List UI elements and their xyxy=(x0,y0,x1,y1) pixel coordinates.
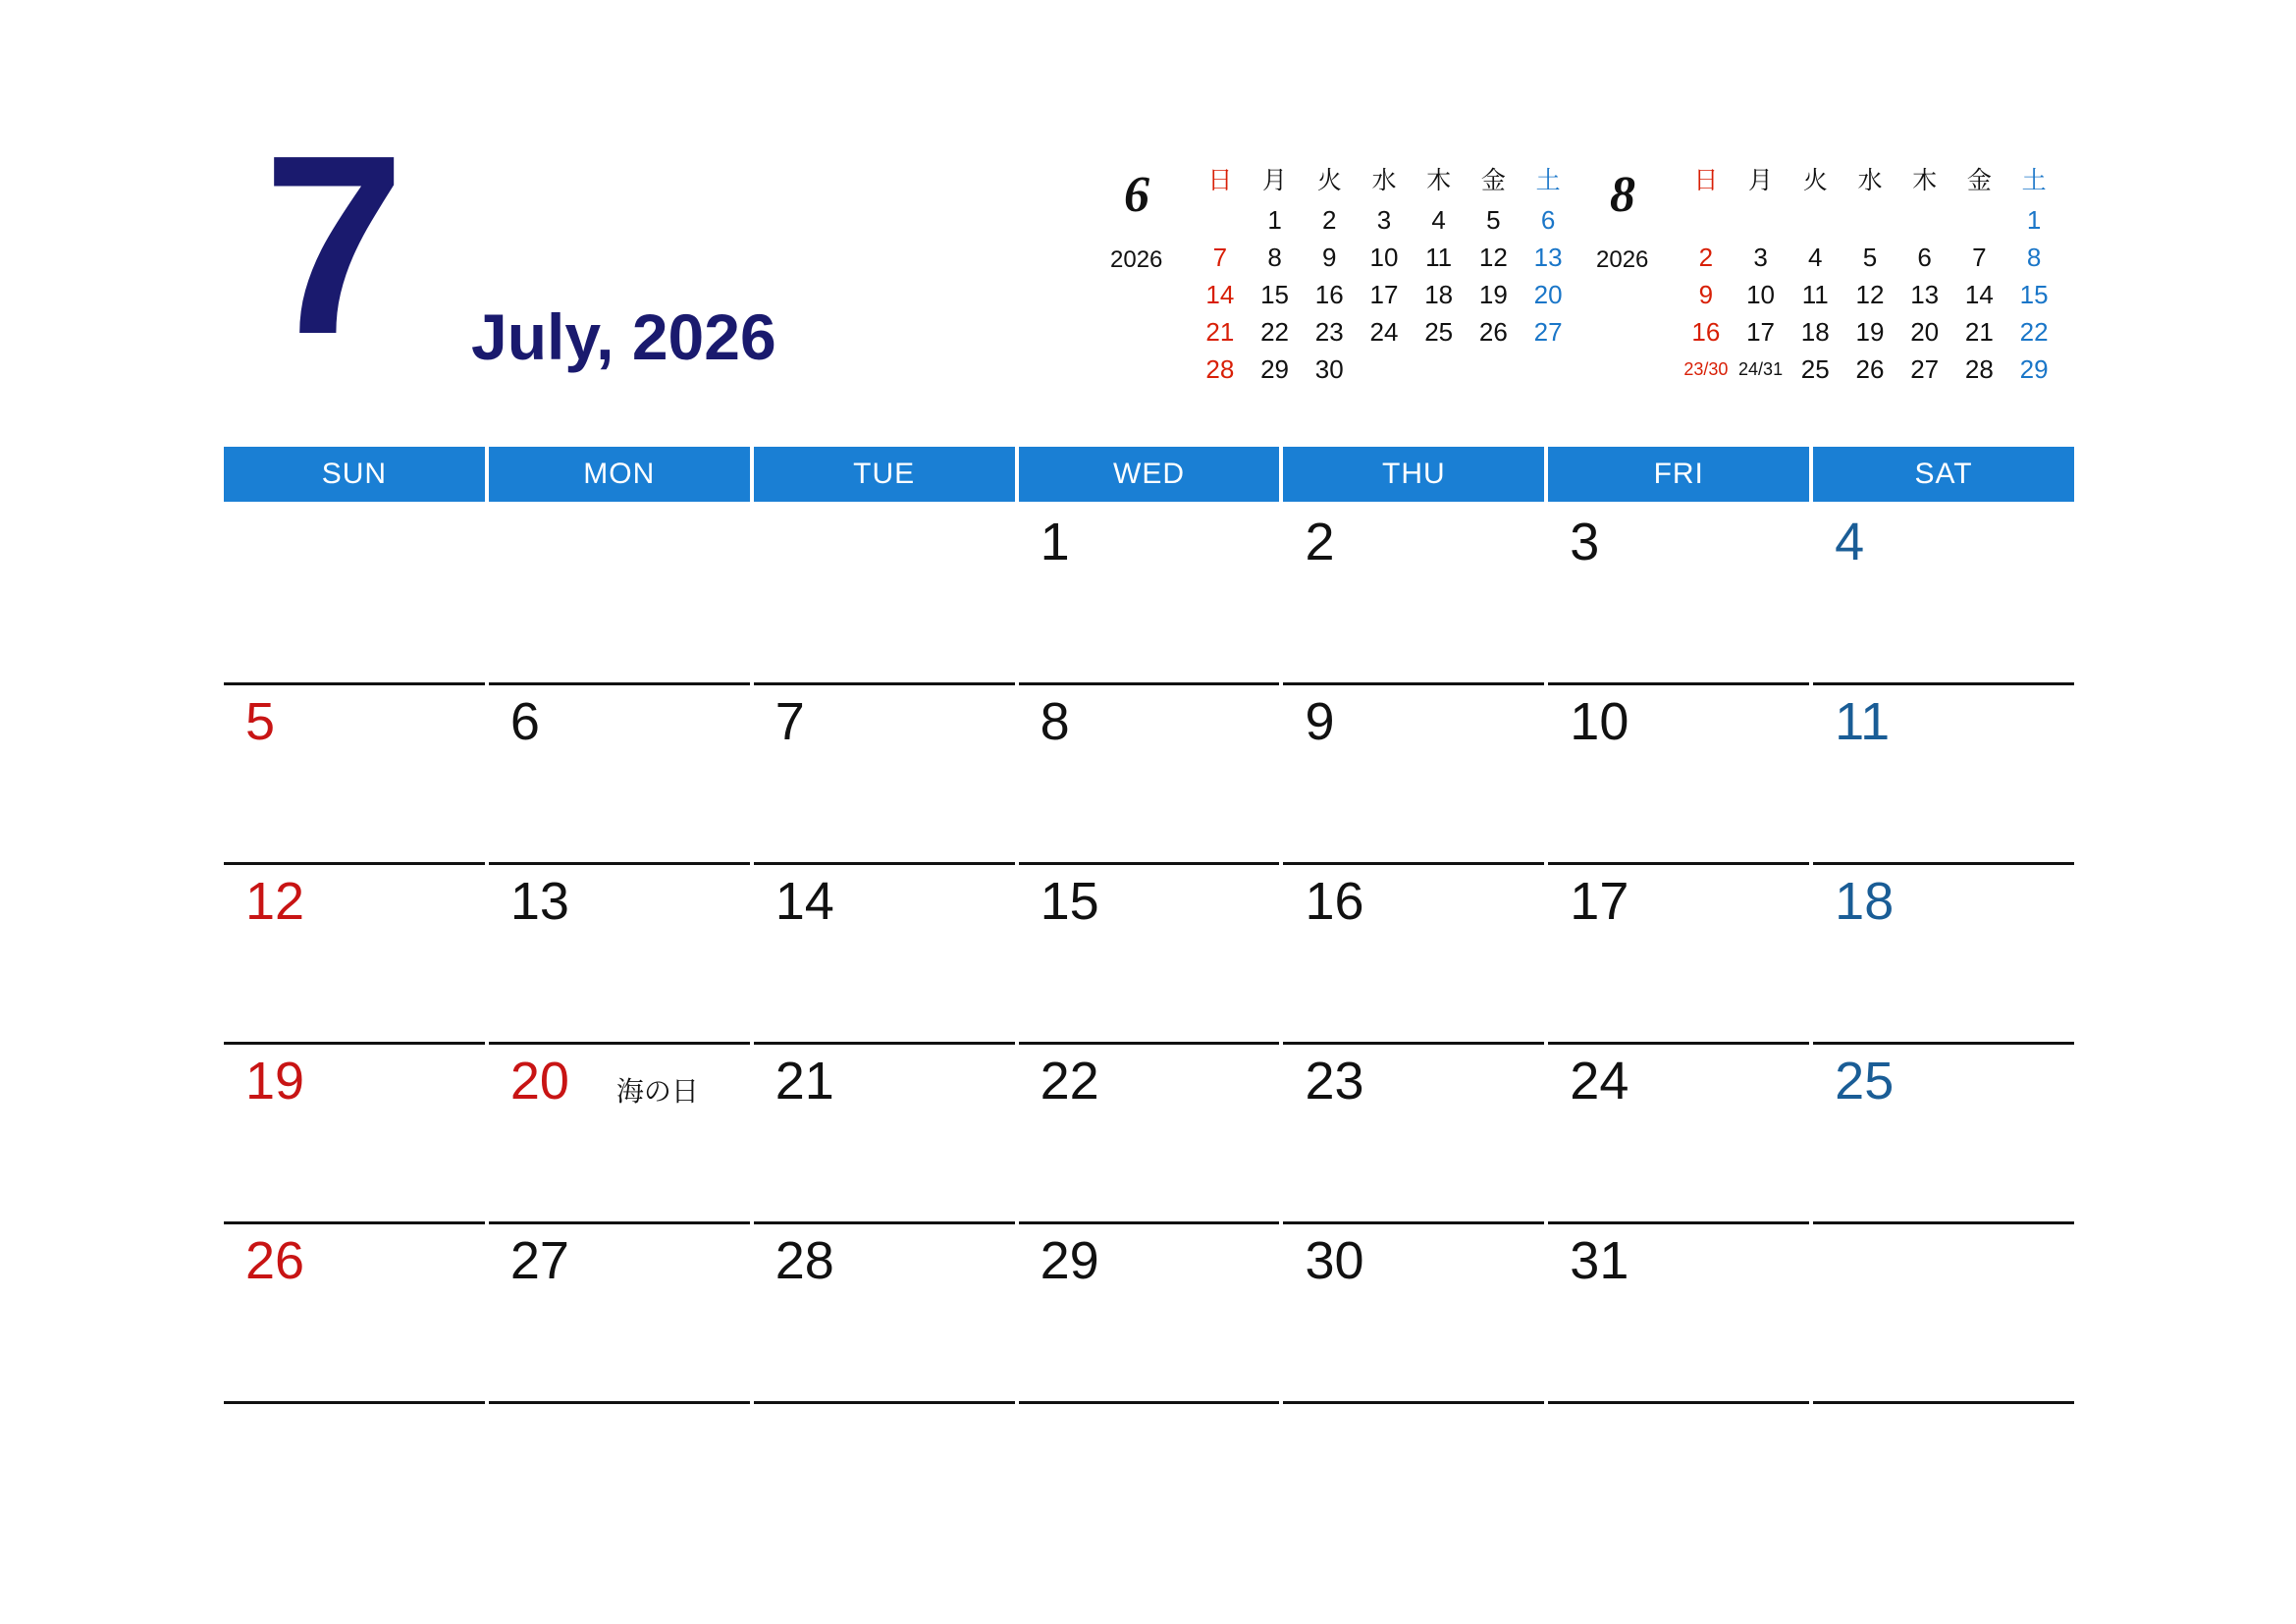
mini-weekday-header: 金 xyxy=(1480,167,1506,194)
mini-day-cell: 18 xyxy=(1424,280,1454,309)
mini-day-cell: 14 xyxy=(1205,280,1235,309)
mini-day-cell: 28 xyxy=(1205,354,1235,384)
mini-day-cell xyxy=(1521,352,1575,389)
weekday-header-sun: SUN xyxy=(224,447,485,502)
day-number: 24 xyxy=(1570,1052,1629,1110)
mini-day-cell: 26 xyxy=(1478,317,1508,347)
mini-weekday-header: 木 xyxy=(1912,167,1938,194)
mini-calendar-previous-month xyxy=(1104,152,1575,407)
mini-day-cell: 25 xyxy=(1424,317,1454,347)
calendar-week-row xyxy=(224,1224,2074,1404)
mini-day-cell: 16 xyxy=(1691,317,1721,347)
mini-day-cell: 10 xyxy=(1746,280,1776,309)
calendar-day-cell[interactable] xyxy=(1283,1045,1544,1224)
day-number: 16 xyxy=(1305,872,1364,931)
day-number: 4 xyxy=(1835,513,1865,571)
calendar-week-row xyxy=(224,865,2074,1045)
mini-week-row xyxy=(1193,314,1575,352)
mini-grid-next xyxy=(1679,158,2061,389)
mini-day-cell xyxy=(1897,202,1952,240)
mini-weekday-header: 月 xyxy=(1748,167,1774,194)
calendar-grid xyxy=(224,506,2074,1404)
day-number: 31 xyxy=(1570,1231,1629,1290)
mini-week-row xyxy=(1193,202,1575,240)
mini-day-cell xyxy=(1952,202,2007,240)
mini-week-row xyxy=(1193,352,1575,389)
mini-day-cell xyxy=(1193,202,1248,240)
calendar-day-cell[interactable] xyxy=(754,865,1015,1045)
calendar-day-cell[interactable] xyxy=(754,1045,1015,1224)
mini-weekday-header: 水 xyxy=(1371,167,1397,194)
mini-day-cell: 22 xyxy=(1260,317,1290,347)
mini-day-cell: 18 xyxy=(1800,317,1830,347)
calendar-day-cell[interactable] xyxy=(1019,506,1280,685)
mini-day-cell: 2 xyxy=(1698,243,1714,272)
calendar-header xyxy=(0,0,2296,412)
weekday-header-row xyxy=(224,447,2074,502)
day-number: 18 xyxy=(1835,872,1895,931)
weekday-header-wed: WED xyxy=(1019,447,1280,502)
mini-weekday-header: 金 xyxy=(1966,167,1992,194)
mini-day-cell: 25 xyxy=(1800,354,1830,384)
mini-weekday-header: 水 xyxy=(1857,167,1883,194)
day-number: 17 xyxy=(1570,872,1629,931)
calendar-day-cell[interactable] xyxy=(224,685,485,865)
big-month-number: 7 xyxy=(263,103,400,388)
mini-day-cell: 22 xyxy=(2019,317,2049,347)
mini-day-cell xyxy=(1357,352,1412,389)
calendar-day-cell[interactable] xyxy=(1813,506,2074,685)
calendar-day-cell[interactable] xyxy=(224,506,485,685)
day-number: 2 xyxy=(1305,513,1335,571)
calendar-day-cell[interactable] xyxy=(1548,506,1809,685)
calendar-day-cell[interactable] xyxy=(1283,506,1544,685)
calendar-day-cell[interactable] xyxy=(754,506,1015,685)
calendar-day-cell[interactable] xyxy=(1813,685,2074,865)
calendar-week-row xyxy=(224,685,2074,865)
day-number: 7 xyxy=(774,692,805,751)
mini-month-number: 6 xyxy=(1124,167,1149,223)
calendar-day-cell[interactable] xyxy=(224,865,485,1045)
calendar-day-cell[interactable] xyxy=(1548,1045,1809,1224)
day-number: 12 xyxy=(245,872,305,931)
day-number: 26 xyxy=(245,1231,305,1290)
mini-day-cell: 16 xyxy=(1314,280,1344,309)
mini-month-number: 8 xyxy=(1610,167,1635,223)
weekday-header-fri: FRI xyxy=(1548,447,1809,502)
mini-day-cell: 8 xyxy=(1267,243,1282,272)
calendar-day-cell[interactable] xyxy=(1019,1045,1280,1224)
calendar-day-cell[interactable] xyxy=(1813,1045,2074,1224)
mini-day-cell: 27 xyxy=(1533,317,1563,347)
mini-day-cell: 12 xyxy=(1478,243,1508,272)
mini-weekday-header: 日 xyxy=(1207,167,1233,194)
mini-day-cell: 17 xyxy=(1369,280,1399,309)
calendar-day-cell[interactable] xyxy=(1548,865,1809,1045)
mini-day-cell xyxy=(1734,202,1789,240)
mini-day-cell: 7 xyxy=(1212,243,1228,272)
calendar-day-cell[interactable] xyxy=(1019,865,1280,1045)
day-number: 20 xyxy=(509,1052,569,1110)
mini-day-cell: 29 xyxy=(2019,354,2049,384)
day-number: 9 xyxy=(1305,692,1335,751)
mini-week-row xyxy=(1193,240,1575,277)
day-number: 14 xyxy=(774,872,834,931)
mini-day-cell xyxy=(1788,202,1842,240)
calendar-day-cell[interactable] xyxy=(489,685,750,865)
calendar-day-cell[interactable] xyxy=(489,506,750,685)
mini-week-row xyxy=(1679,277,2061,314)
calendar-day-cell[interactable] xyxy=(1283,1224,1544,1404)
mini-weekday-header: 月 xyxy=(1262,167,1288,194)
mini-year-label: 2026 xyxy=(1596,246,1649,273)
day-number: 8 xyxy=(1040,692,1070,751)
calendar-day-cell[interactable] xyxy=(489,1224,750,1404)
holiday-label: 海の日 xyxy=(615,1076,699,1107)
mini-day-cell: 20 xyxy=(1910,317,1940,347)
mini-day-cell: 3 xyxy=(1376,205,1392,235)
mini-weekday-header: 土 xyxy=(1535,167,1561,194)
mini-day-cell: 23 xyxy=(1314,317,1344,347)
mini-day-cell: 9 xyxy=(1322,243,1337,272)
day-number: 5 xyxy=(245,692,276,751)
calendar-day-cell[interactable] xyxy=(1019,1224,1280,1404)
day-number: 10 xyxy=(1570,692,1629,751)
mini-day-cell: 17 xyxy=(1746,317,1776,347)
mini-day-cell: 21 xyxy=(1205,317,1235,347)
day-number: 3 xyxy=(1570,513,1600,571)
mini-year-label: 2026 xyxy=(1110,246,1163,273)
day-number: 28 xyxy=(774,1231,834,1290)
mini-day-cell: 11 xyxy=(1801,280,1829,309)
mini-day-cell: 3 xyxy=(1753,243,1768,272)
mini-week-row xyxy=(1679,314,2061,352)
mini-day-cell: 5 xyxy=(1862,243,1878,272)
calendar-day-cell[interactable] xyxy=(489,865,750,1045)
mini-day-cell: 28 xyxy=(1964,354,1994,384)
weekday-header-mon: MON xyxy=(489,447,750,502)
day-number: 19 xyxy=(245,1052,305,1110)
calendar-day-cell[interactable] xyxy=(224,1224,485,1404)
mini-day-cell xyxy=(1467,352,1522,389)
page-title: July, 2026 xyxy=(471,300,776,373)
calendar-day-cell[interactable] xyxy=(1813,1224,2074,1404)
mini-day-cell: 4 xyxy=(1808,243,1823,272)
calendar-week-row xyxy=(224,506,2074,685)
mini-week-row xyxy=(1679,240,2061,277)
calendar-day-cell[interactable] xyxy=(1813,865,2074,1045)
mini-day-cell: 11 xyxy=(1425,243,1453,272)
mini-grid-previous xyxy=(1193,158,1575,389)
day-number: 25 xyxy=(1835,1052,1895,1110)
mini-day-cell: 19 xyxy=(1855,317,1885,347)
weekday-header-tue: TUE xyxy=(754,447,1015,502)
mini-day-cell: 27 xyxy=(1910,354,1940,384)
mini-day-cell xyxy=(1842,202,1897,240)
calendar-day-cell[interactable] xyxy=(489,1045,750,1224)
mini-week-row xyxy=(1679,202,2061,240)
mini-day-cell: 6 xyxy=(1540,205,1556,235)
calendar-week-row xyxy=(224,1045,2074,1224)
mini-day-cell: 4 xyxy=(1431,205,1446,235)
mini-day-cell: 1 xyxy=(2026,205,2042,235)
mini-day-cell: 23/30 xyxy=(1683,359,1729,379)
mini-day-cell: 29 xyxy=(1260,354,1290,384)
calendar-day-cell[interactable] xyxy=(1283,865,1544,1045)
mini-weekday-header: 木 xyxy=(1426,167,1452,194)
mini-day-cell: 21 xyxy=(1964,317,1994,347)
day-number: 27 xyxy=(509,1231,569,1290)
mini-day-cell: 9 xyxy=(1698,280,1714,309)
mini-day-cell: 26 xyxy=(1855,354,1885,384)
day-number: 13 xyxy=(509,872,569,931)
mini-day-cell: 24 xyxy=(1369,317,1399,347)
mini-weekday-header: 土 xyxy=(2021,167,2047,194)
day-number: 15 xyxy=(1040,872,1099,931)
mini-day-cell: 6 xyxy=(1917,243,1932,272)
mini-calendar-next-month xyxy=(1590,152,2061,407)
mini-day-cell: 30 xyxy=(1314,354,1344,384)
day-number: 11 xyxy=(1835,692,1891,751)
day-number: 1 xyxy=(1040,513,1070,571)
mini-day-cell: 13 xyxy=(1910,280,1940,309)
mini-weekday-header: 火 xyxy=(1802,167,1828,194)
mini-day-cell: 8 xyxy=(2026,243,2042,272)
weekday-header-sat: SAT xyxy=(1813,447,2074,502)
calendar-day-cell[interactable] xyxy=(1283,685,1544,865)
mini-day-cell: 19 xyxy=(1478,280,1508,309)
mini-day-cell: 12 xyxy=(1855,280,1885,309)
mini-day-cell: 10 xyxy=(1369,243,1399,272)
mini-day-cell: 7 xyxy=(1972,243,1987,272)
calendar-day-cell[interactable] xyxy=(754,1224,1015,1404)
weekday-header-thu: THU xyxy=(1283,447,1544,502)
day-number: 29 xyxy=(1040,1231,1099,1290)
mini-day-cell: 20 xyxy=(1533,280,1563,309)
mini-day-cell: 15 xyxy=(2019,280,2049,309)
mini-weekday-header: 火 xyxy=(1316,167,1342,194)
calendar-day-cell[interactable] xyxy=(1019,685,1280,865)
calendar-day-cell[interactable] xyxy=(224,1045,485,1224)
calendar-day-cell[interactable] xyxy=(1548,685,1809,865)
mini-day-cell: 1 xyxy=(1267,205,1282,235)
mini-day-cell xyxy=(1412,352,1467,389)
mini-day-cell xyxy=(1679,202,1734,240)
mini-day-cell: 14 xyxy=(1964,280,1994,309)
mini-weekday-header: 日 xyxy=(1693,167,1719,194)
mini-day-cell: 2 xyxy=(1322,205,1337,235)
mini-day-cell: 15 xyxy=(1260,280,1290,309)
day-number: 23 xyxy=(1305,1052,1364,1110)
day-number: 30 xyxy=(1305,1231,1364,1290)
calendar-day-cell[interactable] xyxy=(754,685,1015,865)
day-number: 6 xyxy=(509,692,540,751)
mini-day-cell: 13 xyxy=(1533,243,1563,272)
mini-day-cell: 5 xyxy=(1486,205,1501,235)
mini-week-row xyxy=(1193,277,1575,314)
mini-day-cell: 24/31 xyxy=(1738,359,1784,379)
day-number: 22 xyxy=(1040,1052,1099,1110)
day-number: 21 xyxy=(774,1052,834,1110)
mini-week-row xyxy=(1679,352,2061,389)
calendar-day-cell[interactable] xyxy=(1548,1224,1809,1404)
